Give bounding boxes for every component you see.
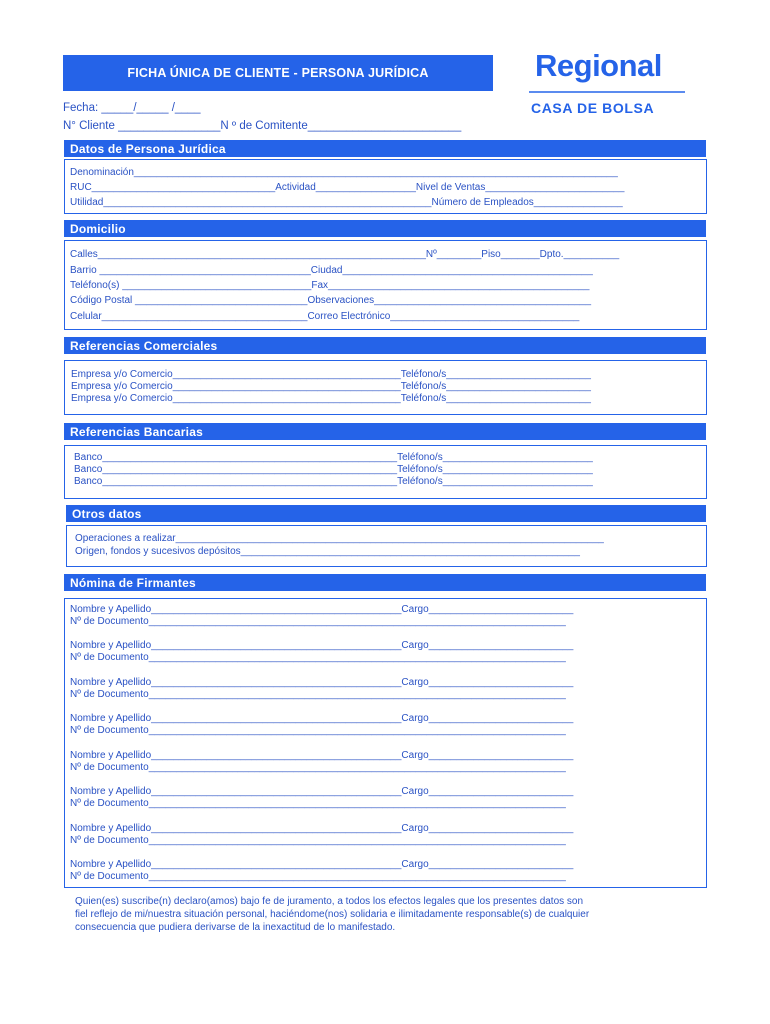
section-header-domicilio: Domicilio bbox=[64, 220, 706, 237]
telefono-fax-field[interactable]: Teléfono(s) __________________________________Fax_______________________________________________ bbox=[70, 280, 590, 291]
banco-field[interactable]: Banco_____________________________________________________Teléfono/s___________________________ bbox=[74, 464, 593, 475]
form-title: FICHA ÚNICA DE CLIENTE - PERSONA JURÍDICA bbox=[63, 55, 493, 91]
firmante-nombre-cargo-field[interactable]: Nombre y Apellido_____________________________________________Cargo__________________________ bbox=[70, 859, 574, 870]
banco-field[interactable]: Banco_____________________________________________________Teléfono/s___________________________ bbox=[74, 476, 593, 487]
barrio-ciudad-field[interactable]: Barrio ______________________________________Ciudad_____________________________________________ bbox=[70, 265, 593, 276]
celular-correo-field[interactable]: Celular_____________________________________Correo Electrónico__________________________________ bbox=[70, 311, 580, 322]
declaration-line: Quien(es) suscribe(n) declaro(amos) bajo fe de juramento, a todos los efectos legales que los presentes datos son bbox=[75, 896, 584, 907]
firmante-nombre-cargo-field[interactable]: Nombre y Apellido_____________________________________________Cargo__________________________ bbox=[70, 640, 574, 651]
section-box-otros bbox=[66, 525, 707, 567]
banco-field[interactable]: Banco_____________________________________________________Teléfono/s___________________________ bbox=[74, 452, 593, 463]
firmante-nombre-cargo-field[interactable]: Nombre y Apellido_____________________________________________Cargo__________________________ bbox=[70, 604, 574, 615]
section-box-persona bbox=[64, 159, 707, 214]
firmante-documento-field[interactable]: Nº de Documento___________________________________________________________________________ bbox=[70, 762, 566, 773]
declaration-line: consecuencia que pudiera derivarse de la inexactitud de lo manifestado. bbox=[75, 922, 396, 933]
logo-brand: Regional bbox=[535, 48, 662, 83]
codigo-postal-observaciones-field[interactable]: Código Postal _______________________________Observaciones_______________________________________ bbox=[70, 295, 592, 306]
declaration-text bbox=[75, 895, 705, 934]
firmante-documento-field[interactable]: Nº de Documento___________________________________________________________________________ bbox=[70, 689, 566, 700]
origen-fondos-field[interactable]: Origen, fondos y sucesivos depósitos_____________________________________________________________ bbox=[75, 546, 580, 557]
firmante-documento-field[interactable]: Nº de Documento___________________________________________________________________________ bbox=[70, 835, 566, 846]
logo-subtitle: CASA DE BOLSA bbox=[531, 100, 655, 116]
section-header-otros: Otros datos bbox=[66, 505, 706, 522]
section-header-persona: Datos de Persona Jurídica bbox=[64, 140, 706, 157]
cliente-comitente-field[interactable]: N° Cliente ________________N º de Comitente________________________ bbox=[63, 120, 462, 132]
fecha-field[interactable]: Fecha: _____/_____ /____ bbox=[63, 102, 201, 114]
denominacion-field[interactable]: Denominación_______________________________________________________________________________________ bbox=[70, 167, 618, 178]
section-box-comerciales bbox=[64, 360, 707, 415]
utilidad-empleados-field[interactable]: Utilidad___________________________________________________________Número de Empleados________________ bbox=[70, 197, 623, 208]
firmante-documento-field[interactable]: Nº de Documento___________________________________________________________________________ bbox=[70, 871, 566, 882]
firmante-documento-field[interactable]: Nº de Documento___________________________________________________________________________ bbox=[70, 616, 566, 627]
firmante-documento-field[interactable]: Nº de Documento___________________________________________________________________________ bbox=[70, 652, 566, 663]
calles-field[interactable]: Calles___________________________________________________________Nº________Piso_______Dpto.__________ bbox=[70, 249, 620, 260]
firmante-documento-field[interactable]: Nº de Documento___________________________________________________________________________ bbox=[70, 798, 566, 809]
comercio-field[interactable]: Empresa y/o Comercio_________________________________________Teléfono/s__________________________ bbox=[71, 381, 591, 392]
comercio-field[interactable]: Empresa y/o Comercio_________________________________________Teléfono/s__________________________ bbox=[71, 393, 591, 404]
firmante-nombre-cargo-field[interactable]: Nombre y Apellido_____________________________________________Cargo__________________________ bbox=[70, 677, 574, 688]
section-box-domicilio bbox=[64, 240, 707, 330]
firmante-nombre-cargo-field[interactable]: Nombre y Apellido_____________________________________________Cargo__________________________ bbox=[70, 713, 574, 724]
firmante-nombre-cargo-field[interactable]: Nombre y Apellido_____________________________________________Cargo__________________________ bbox=[70, 750, 574, 761]
section-box-bancarias bbox=[64, 445, 707, 499]
operaciones-field[interactable]: Operaciones a realizar_____________________________________________________________________________ bbox=[75, 533, 604, 544]
section-header-bancarias: Referencias Bancarias bbox=[64, 423, 706, 440]
declaration-line: fiel reflejo de mi/nuestra situación personal, haciéndome(nos) solidaria e ilimitadamente responsable(s) de cualquier bbox=[75, 909, 590, 920]
comercio-field[interactable]: Empresa y/o Comercio_________________________________________Teléfono/s__________________________ bbox=[71, 369, 591, 380]
section-box-firmantes bbox=[64, 598, 707, 888]
firmante-nombre-cargo-field[interactable]: Nombre y Apellido_____________________________________________Cargo__________________________ bbox=[70, 786, 574, 797]
logo-divider bbox=[529, 91, 685, 93]
section-header-comerciales: Referencias Comerciales bbox=[64, 337, 706, 354]
regional-logo bbox=[527, 48, 687, 120]
section-header-firmantes: Nómina de Firmantes bbox=[64, 574, 706, 591]
firmante-documento-field[interactable]: Nº de Documento___________________________________________________________________________ bbox=[70, 725, 566, 736]
ruc-actividad-ventas-field[interactable]: RUC_________________________________Actividad__________________Nivel de Ventas_________________________ bbox=[70, 182, 625, 193]
firmante-nombre-cargo-field[interactable]: Nombre y Apellido_____________________________________________Cargo__________________________ bbox=[70, 823, 574, 834]
